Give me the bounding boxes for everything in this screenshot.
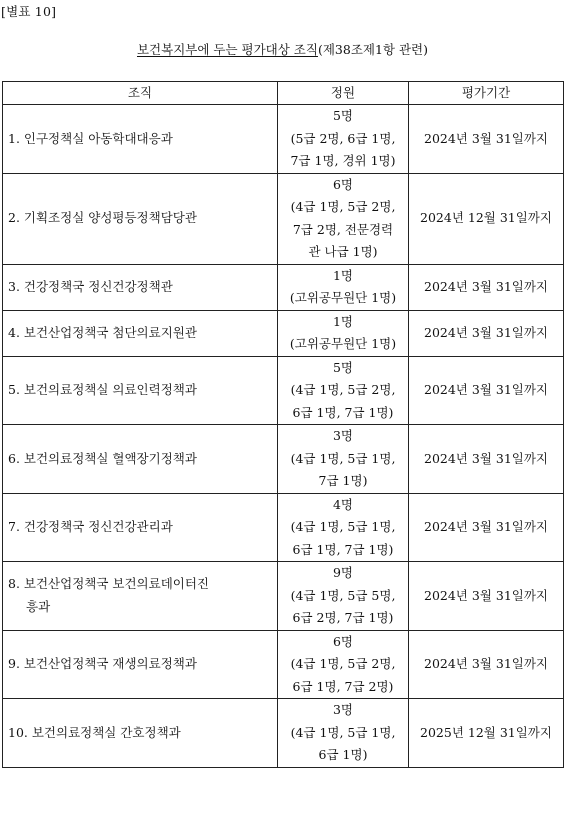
org-cell	[3, 699, 278, 768]
staff-cell	[278, 699, 409, 768]
staff-breakdown-line: 6급 2명, 7급 1명)	[292, 610, 394, 625]
org-cell	[3, 493, 278, 562]
period-cell: 2024년 12월 31일까지	[409, 173, 564, 264]
table-row	[3, 699, 564, 768]
table-row	[3, 562, 564, 631]
period-cell: 2024년 3월 31일까지	[409, 425, 564, 494]
staff-breakdown-line: 6급 1명, 7급 1명)	[292, 404, 394, 420]
staff-cell	[278, 264, 409, 310]
org-cell	[3, 630, 278, 699]
staff-breakdown-line: 7급 1명, 경위 1명)	[290, 153, 396, 168]
staff-breakdown-line: 7급 2명, 전문경력	[292, 221, 394, 237]
staff-total: 5명	[332, 359, 354, 375]
staff-cell	[278, 630, 409, 699]
staff-cell	[278, 356, 409, 425]
staff-total: 4명	[332, 496, 354, 512]
period-cell: 2024년 3월 31일까지	[409, 493, 564, 562]
staff-total: 5명	[332, 108, 354, 123]
staff-total: 3명	[332, 702, 354, 717]
org-name-line: 8. 보건산업정책국 보건의료데이터진	[8, 576, 209, 592]
period-cell: 2024년 3월 31일까지	[409, 310, 564, 356]
staff-breakdown-line: 6급 1명, 7급 2명)	[292, 678, 394, 694]
staff-breakdown-line: 6급 1명, 7급 1명)	[292, 541, 394, 557]
staff-breakdown-line: (4급 1명, 5급 2명,	[290, 656, 396, 671]
staff-cell	[278, 310, 409, 356]
staff-total: 3명	[332, 428, 354, 443]
period-cell: 2024년 3월 31일까지	[409, 356, 564, 425]
table-row	[3, 105, 564, 174]
period-cell: 2024년 3월 31일까지	[409, 105, 564, 174]
staff-cell	[278, 562, 409, 631]
table-row	[3, 264, 564, 310]
staff-total: 6명	[332, 633, 354, 649]
staff-cell	[278, 425, 409, 494]
table-row	[3, 356, 564, 425]
staff-breakdown-line: (고위공무원단 1명)	[289, 290, 397, 305]
staff-cell	[278, 105, 409, 174]
header-org: 조직	[3, 82, 278, 105]
org-cell	[3, 425, 278, 494]
table-row	[3, 493, 564, 562]
staff-breakdown-line: (고위공무원단 1명)	[289, 336, 397, 351]
table-row	[3, 425, 564, 494]
period-cell: 2024년 3월 31일까지	[409, 630, 564, 699]
period-cell: 2024년 3월 31일까지	[409, 562, 564, 631]
org-name-line: 흥과	[26, 598, 51, 614]
staff-breakdown-line: 7급 1명)	[318, 473, 368, 488]
org-cell	[3, 105, 278, 174]
org-cell	[3, 356, 278, 425]
org-name-line: 9. 보건산업정책국 재생의료정책과	[8, 656, 197, 671]
document-title	[0, 40, 565, 58]
staff-cell	[278, 173, 409, 264]
staff-total: 1명	[332, 313, 354, 329]
staff-total: 9명	[332, 565, 354, 580]
org-name-line: 1. 인구정책실 아동학대대응과	[8, 130, 173, 146]
org-cell	[3, 310, 278, 356]
org-name-line: 10. 보건의료정책실 간호정책과	[8, 724, 181, 740]
table-row	[3, 310, 564, 356]
table-row	[3, 630, 564, 699]
staff-total: 6명	[332, 176, 354, 192]
staff-breakdown-line: (4급 1명, 5급 1명,	[290, 724, 396, 740]
staff-breakdown-line: 관 나급 1명)	[308, 244, 378, 259]
annex-label: [별표 10]	[1, 4, 57, 19]
staff-breakdown-line: (4급 1명, 5급 2명,	[290, 199, 396, 214]
table-header-row	[3, 82, 564, 105]
staff-breakdown-line: (4급 1명, 5급 2명,	[290, 382, 396, 397]
staff-cell	[278, 493, 409, 562]
staff-total: 1명	[332, 267, 354, 283]
header-staff: 정원	[278, 82, 409, 105]
org-name-line: 4. 보건산업정책국 첨단의료지원관	[8, 324, 197, 340]
title-main: 보건복지부에 두는 평가대상 조직	[136, 42, 318, 57]
org-name-line: 2. 기획조정실 양성평등정책담당관	[8, 210, 197, 226]
table-body	[3, 105, 564, 768]
evaluation-table	[2, 81, 564, 768]
org-name-line: 6. 보건의료정책실 혈액장기정책과	[8, 450, 197, 466]
header-period: 평가기간	[409, 82, 564, 105]
org-name-line: 5. 보건의료정책실 의료인력정책과	[8, 382, 197, 397]
staff-breakdown-line: (4급 1명, 5급 5명,	[290, 587, 396, 603]
period-cell: 2024년 3월 31일까지	[409, 264, 564, 310]
org-name-line: 7. 건강정책국 정신건강관리과	[8, 519, 173, 534]
period-cell: 2025년 12월 31일까지	[409, 699, 564, 768]
staff-breakdown-line: (4급 1명, 5급 1명,	[290, 450, 396, 466]
org-cell	[3, 173, 278, 264]
org-name-line: 3. 건강정책국 정신건강정책관	[8, 278, 173, 294]
staff-breakdown-line: (5급 2명, 6급 1명,	[290, 130, 396, 146]
table-row	[3, 173, 564, 264]
staff-breakdown-line: 6급 1명)	[318, 747, 368, 762]
title-suffix: (제38조제1항 관련)	[317, 42, 429, 57]
org-cell	[3, 562, 278, 631]
staff-breakdown-line: (4급 1명, 5급 1명,	[290, 519, 396, 534]
org-cell	[3, 264, 278, 310]
